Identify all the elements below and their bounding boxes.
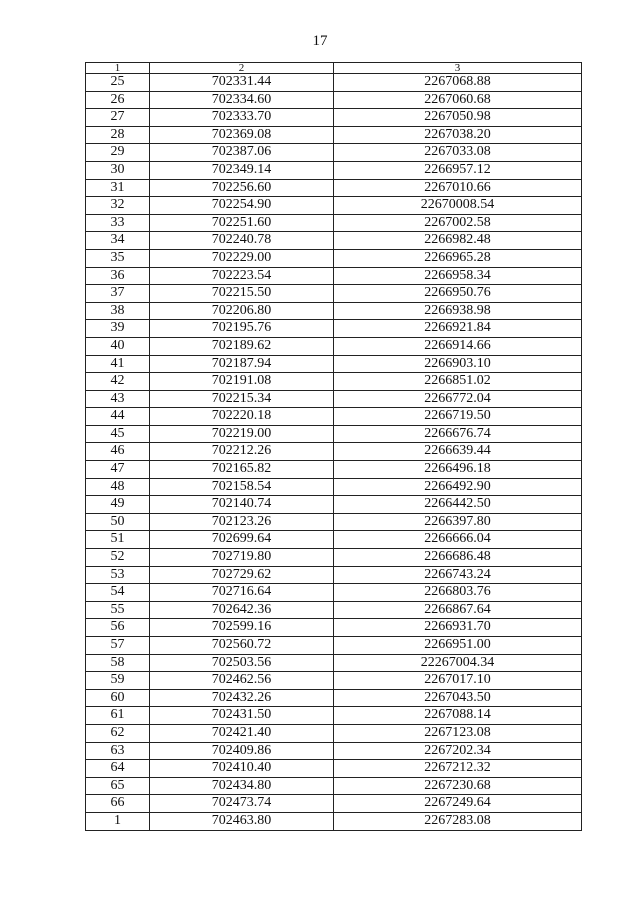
cell-point-number: 35: [86, 249, 150, 267]
table-row: [86, 91, 582, 109]
cell-y-coordinate: 2266772.04: [334, 390, 582, 408]
cell-x-coordinate: 702140.74: [150, 496, 334, 514]
cell-point-number: 42: [86, 373, 150, 391]
table-row: [86, 144, 582, 162]
cell-x-coordinate: 702191.08: [150, 373, 334, 391]
table-header-row: [86, 63, 582, 74]
cell-x-coordinate: 702349.14: [150, 161, 334, 179]
cell-x-coordinate: 702503.56: [150, 654, 334, 672]
table-row: [86, 724, 582, 742]
table-row: [86, 478, 582, 496]
cell-x-coordinate: 702432.26: [150, 689, 334, 707]
cell-y-coordinate: 2267050.98: [334, 109, 582, 127]
cell-point-number: 59: [86, 672, 150, 690]
cell-x-coordinate: 702229.00: [150, 249, 334, 267]
cell-x-coordinate: 702123.26: [150, 513, 334, 531]
table-row: [86, 408, 582, 426]
cell-y-coordinate: 2266957.12: [334, 161, 582, 179]
cell-y-coordinate: 2267060.68: [334, 91, 582, 109]
table-row: [86, 795, 582, 813]
table-row: [86, 126, 582, 144]
cell-point-number: 49: [86, 496, 150, 514]
table-row: [86, 689, 582, 707]
cell-x-coordinate: 702240.78: [150, 232, 334, 250]
cell-y-coordinate: 2267249.64: [334, 795, 582, 813]
table-row: [86, 267, 582, 285]
cell-point-number: 44: [86, 408, 150, 426]
cell-x-coordinate: 702434.80: [150, 777, 334, 795]
cell-y-coordinate: 2266639.44: [334, 443, 582, 461]
cell-x-coordinate: 702462.56: [150, 672, 334, 690]
cell-point-number: 26: [86, 91, 150, 109]
cell-y-coordinate: 2267038.20: [334, 126, 582, 144]
cell-point-number: 48: [86, 478, 150, 496]
cell-point-number: 55: [86, 601, 150, 619]
coordinates-table: [85, 62, 582, 831]
cell-y-coordinate: 2266914.66: [334, 337, 582, 355]
cell-point-number: 30: [86, 161, 150, 179]
cell-y-coordinate: 2267043.50: [334, 689, 582, 707]
cell-y-coordinate: 2267017.10: [334, 672, 582, 690]
cell-y-coordinate: 2266951.00: [334, 637, 582, 655]
table-row: [86, 619, 582, 637]
cell-point-number: 63: [86, 742, 150, 760]
cell-x-coordinate: 702251.60: [150, 214, 334, 232]
cell-point-number: 34: [86, 232, 150, 250]
cell-x-coordinate: 702560.72: [150, 637, 334, 655]
cell-point-number: 57: [86, 637, 150, 655]
cell-point-number: 45: [86, 425, 150, 443]
table-row: [86, 285, 582, 303]
cell-x-coordinate: 702219.00: [150, 425, 334, 443]
table-row: [86, 425, 582, 443]
table-row: [86, 531, 582, 549]
cell-x-coordinate: 702421.40: [150, 724, 334, 742]
cell-y-coordinate: 2267068.88: [334, 74, 582, 92]
cell-point-number: 53: [86, 566, 150, 584]
cell-point-number: 46: [86, 443, 150, 461]
cell-y-coordinate: 2266666.04: [334, 531, 582, 549]
table-body: [86, 74, 582, 831]
cell-x-coordinate: 702158.54: [150, 478, 334, 496]
cell-x-coordinate: 702719.80: [150, 549, 334, 567]
cell-point-number: 36: [86, 267, 150, 285]
cell-y-coordinate: 2267010.66: [334, 179, 582, 197]
table-row: [86, 390, 582, 408]
table-row: [86, 109, 582, 127]
cell-y-coordinate: 2267033.08: [334, 144, 582, 162]
cell-y-coordinate: 2266397.80: [334, 513, 582, 531]
cell-y-coordinate: 2266921.84: [334, 320, 582, 338]
cell-y-coordinate: 2267123.08: [334, 724, 582, 742]
cell-y-coordinate: 2266851.02: [334, 373, 582, 391]
cell-point-number: 43: [86, 390, 150, 408]
table-row: [86, 373, 582, 391]
cell-x-coordinate: 702165.82: [150, 461, 334, 479]
cell-y-coordinate: 2266719.50: [334, 408, 582, 426]
cell-point-number: 62: [86, 724, 150, 742]
cell-point-number: 31: [86, 179, 150, 197]
cell-y-coordinate: 2266442.50: [334, 496, 582, 514]
table-row: [86, 812, 582, 830]
cell-x-coordinate: 702599.16: [150, 619, 334, 637]
cell-y-coordinate: 2266958.34: [334, 267, 582, 285]
table-row: [86, 179, 582, 197]
cell-point-number: 61: [86, 707, 150, 725]
cell-x-coordinate: 702215.50: [150, 285, 334, 303]
table-row: [86, 461, 582, 479]
cell-point-number: 47: [86, 461, 150, 479]
cell-y-coordinate: 2267002.58: [334, 214, 582, 232]
cell-point-number: 56: [86, 619, 150, 637]
cell-x-coordinate: 702642.36: [150, 601, 334, 619]
table-row: [86, 197, 582, 215]
table-row: [86, 760, 582, 778]
table-row: [86, 249, 582, 267]
cell-y-coordinate: 2266496.18: [334, 461, 582, 479]
cell-x-coordinate: 702334.60: [150, 91, 334, 109]
cell-y-coordinate: 2267212.32: [334, 760, 582, 778]
cell-y-coordinate: 2266743.24: [334, 566, 582, 584]
table-row: [86, 337, 582, 355]
cell-x-coordinate: 702409.86: [150, 742, 334, 760]
cell-point-number: 54: [86, 584, 150, 602]
cell-y-coordinate: 2267230.68: [334, 777, 582, 795]
cell-x-coordinate: 702220.18: [150, 408, 334, 426]
cell-point-number: 60: [86, 689, 150, 707]
cell-point-number: 28: [86, 126, 150, 144]
cell-point-number: 32: [86, 197, 150, 215]
cell-point-number: 27: [86, 109, 150, 127]
cell-point-number: 37: [86, 285, 150, 303]
table-row: [86, 584, 582, 602]
table-row: [86, 496, 582, 514]
cell-x-coordinate: 702215.34: [150, 390, 334, 408]
cell-y-coordinate: 2266931.70: [334, 619, 582, 637]
table-row: [86, 161, 582, 179]
table-row: [86, 777, 582, 795]
cell-x-coordinate: 702333.70: [150, 109, 334, 127]
page-number: 17: [312, 33, 328, 49]
table-row: [86, 443, 582, 461]
cell-x-coordinate: 702189.62: [150, 337, 334, 355]
cell-point-number: 52: [86, 549, 150, 567]
cell-point-number: 1: [86, 812, 150, 830]
cell-point-number: 41: [86, 355, 150, 373]
table-row: [86, 707, 582, 725]
cell-x-coordinate: 702716.64: [150, 584, 334, 602]
cell-x-coordinate: 702387.06: [150, 144, 334, 162]
cell-y-coordinate: 2266950.76: [334, 285, 582, 303]
cell-point-number: 25: [86, 74, 150, 92]
cell-x-coordinate: 702473.74: [150, 795, 334, 813]
header-x-coordinate: 2: [150, 63, 334, 74]
cell-y-coordinate: 2266982.48: [334, 232, 582, 250]
cell-x-coordinate: 702331.44: [150, 74, 334, 92]
cell-y-coordinate: 2266903.10: [334, 355, 582, 373]
table-row: [86, 742, 582, 760]
table-row: [86, 74, 582, 92]
table-row: [86, 601, 582, 619]
table-row: [86, 549, 582, 567]
table-row: [86, 232, 582, 250]
cell-point-number: 66: [86, 795, 150, 813]
cell-y-coordinate: 22670008.54: [334, 197, 582, 215]
header-y-coordinate: 3: [334, 63, 582, 74]
cell-x-coordinate: 702206.80: [150, 302, 334, 320]
cell-point-number: 38: [86, 302, 150, 320]
table-row: [86, 302, 582, 320]
cell-y-coordinate: 2267088.14: [334, 707, 582, 725]
cell-point-number: 29: [86, 144, 150, 162]
cell-y-coordinate: 2266676.74: [334, 425, 582, 443]
cell-x-coordinate: 702256.60: [150, 179, 334, 197]
table-row: [86, 566, 582, 584]
cell-y-coordinate: 2266686.48: [334, 549, 582, 567]
table-row: [86, 513, 582, 531]
cell-y-coordinate: 2267283.08: [334, 812, 582, 830]
cell-y-coordinate: 2266938.98: [334, 302, 582, 320]
cell-point-number: 64: [86, 760, 150, 778]
cell-x-coordinate: 702223.54: [150, 267, 334, 285]
cell-point-number: 65: [86, 777, 150, 795]
cell-y-coordinate: 2266492.90: [334, 478, 582, 496]
cell-x-coordinate: 702187.94: [150, 355, 334, 373]
cell-x-coordinate: 702410.40: [150, 760, 334, 778]
cell-point-number: 33: [86, 214, 150, 232]
cell-y-coordinate: 2267202.34: [334, 742, 582, 760]
table-row: [86, 637, 582, 655]
table-row: [86, 654, 582, 672]
table-row: [86, 320, 582, 338]
cell-x-coordinate: 702212.26: [150, 443, 334, 461]
table-row: [86, 672, 582, 690]
cell-point-number: 50: [86, 513, 150, 531]
cell-x-coordinate: 702463.80: [150, 812, 334, 830]
cell-point-number: 51: [86, 531, 150, 549]
cell-point-number: 39: [86, 320, 150, 338]
cell-y-coordinate: 2266867.64: [334, 601, 582, 619]
cell-point-number: 58: [86, 654, 150, 672]
cell-point-number: 40: [86, 337, 150, 355]
table-row: [86, 355, 582, 373]
cell-x-coordinate: 702254.90: [150, 197, 334, 215]
header-point-number: 1: [86, 63, 150, 74]
cell-y-coordinate: 2266965.28: [334, 249, 582, 267]
table-row: [86, 214, 582, 232]
cell-x-coordinate: 702431.50: [150, 707, 334, 725]
cell-y-coordinate: 22267004.34: [334, 654, 582, 672]
cell-x-coordinate: 702729.62: [150, 566, 334, 584]
cell-x-coordinate: 702699.64: [150, 531, 334, 549]
cell-x-coordinate: 702369.08: [150, 126, 334, 144]
cell-y-coordinate: 2266803.76: [334, 584, 582, 602]
cell-x-coordinate: 702195.76: [150, 320, 334, 338]
